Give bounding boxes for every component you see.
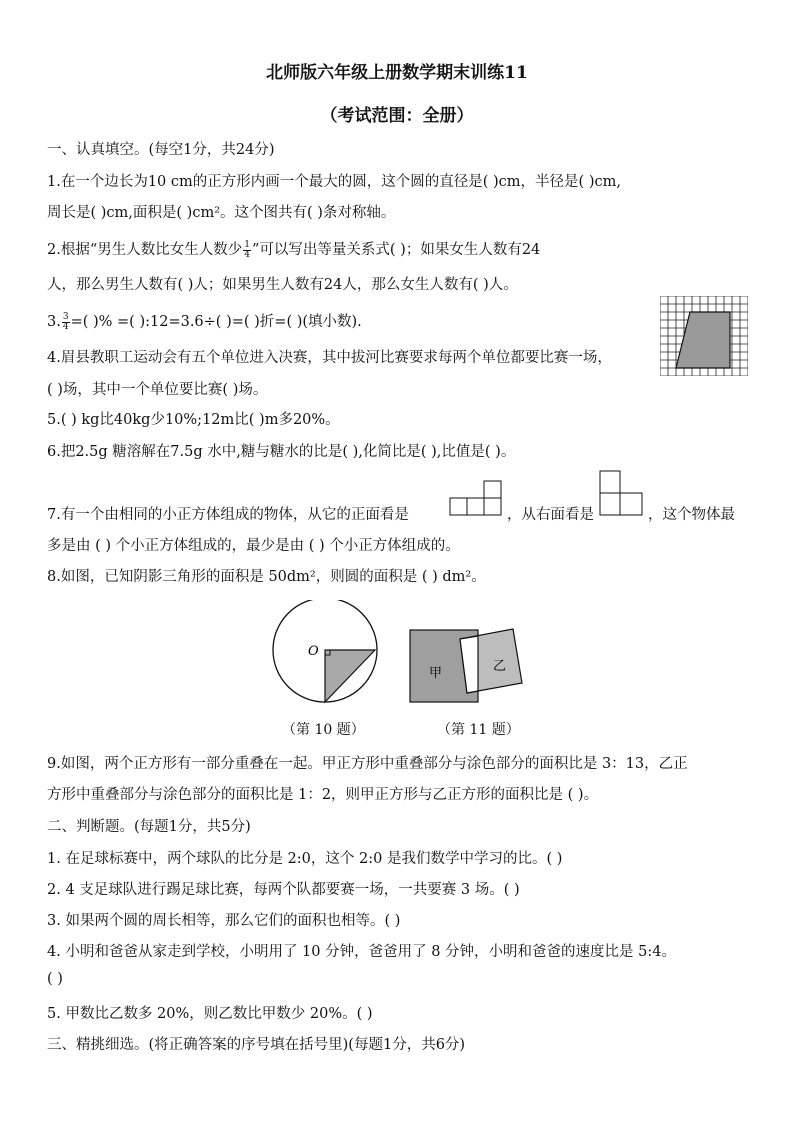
q2-frac-num: 1	[244, 239, 250, 250]
two-squares-figure	[405, 625, 525, 707]
judge-item-5: 5. 甲数比乙数多 20%，则乙数比甲数少 20%。( )	[47, 1006, 373, 1022]
q2-text-a: 2.根据“男生人数比女生人数少	[47, 242, 243, 258]
page-title: 北师版六年级上册数学期末训练11	[266, 63, 528, 83]
q7-text-b: ，从右面看是	[507, 507, 594, 523]
q3-frac-num: 3	[62, 311, 69, 322]
q2-line2: 人，那么男生人数有( )人；如果男生人数有24人，那么女生人数有( )人。	[47, 277, 518, 293]
q2-line1	[47, 238, 540, 260]
q9-line1: 9.如图，两个正方形有一部分重叠在一起。甲正方形中重叠部分与涂色部分的面积比是 3：13，乙正	[47, 756, 688, 772]
label-yi: 乙	[493, 659, 507, 674]
q3-fraction	[62, 313, 70, 332]
label-jia: 甲	[429, 666, 443, 681]
q4-line2: ( )场，其中一个单位要比赛( )场。	[47, 382, 268, 398]
section3-heading: 三、精挑细选。(将正确答案的序号填在括号里)(每题1分，共6分)	[47, 1037, 466, 1053]
judge-item-3: 3. 如果两个圆的周长相等，那么它们的面积也相等。( )	[47, 913, 401, 929]
q2-text-b: ”可以写出等量关系式( )；如果女生人数有24	[251, 242, 541, 258]
q3-text-b: =( )% =( ):12=3.6÷( )=( )折=( )(填小数).	[70, 314, 362, 330]
right-view-figure	[598, 468, 646, 518]
q2-fraction	[243, 241, 251, 260]
section2-heading: 二、判断题。(每题1分，共5分)	[47, 819, 251, 835]
q1-line2: 周长是( )cm,面积是( )cm²。这个图共有( )条对称轴。	[47, 205, 396, 221]
q7-line2: 多是由 ( ) 个小正方体组成的，最少是由 ( ) 个小正方体组成的。	[47, 538, 460, 554]
q8-line: 8.如图，已知阴影三角形的面积是 50dm²，则圆的面积是 ( ) dm²。	[47, 569, 486, 585]
center-label: O	[308, 644, 319, 659]
q3-frac-den: 4	[62, 321, 69, 332]
q4-line1: 4.眉县教职工运动会有五个单位进入决赛，其中拔河比赛要求每两个单位都要比赛一场，	[47, 350, 612, 366]
caption-question-10: （第 10 题）	[282, 722, 365, 738]
circle-triangle-figure	[270, 600, 385, 712]
q1-line1: 1.在一个边长为10 cm的正方形内画一个最大的圆，这个圆的直径是( )cm，半径是( )cm,	[47, 174, 621, 190]
q3-text-a: 3.	[47, 314, 61, 330]
q7-text-c: ，这个物体最	[648, 507, 735, 523]
q5-line: 5.( ) kg比40kg少10%;12m比( )m多20%。	[47, 412, 340, 428]
section1-heading: 一、认真填空。(每空1分，共24分)	[47, 142, 275, 158]
q3-line	[47, 310, 362, 332]
page-subtitle: （考试范围：全册）	[320, 106, 474, 126]
q7-text-a: 7.有一个由相同的小正方体组成的物体，从它的正面看是	[47, 507, 409, 523]
q2-frac-den: 4	[244, 249, 250, 260]
q9-line2: 方形中重叠部分与涂色部分的面积比是 1：2，则甲正方形与乙正方形的面积比是 ( )。	[47, 787, 599, 803]
judge-item-2: 2. 4 支足球队进行踢足球比赛，每两个队都要赛一场，一共要赛 3 场。( )	[47, 882, 520, 898]
caption-question-11: （第 11 题）	[437, 722, 520, 738]
grid-parallelogram-figure	[660, 296, 748, 376]
front-view-figure	[449, 477, 503, 517]
judge-item-4-paren: ( )	[47, 971, 63, 987]
judge-item-4: 4. 小明和爸爸从家走到学校，小明用了 10 分钟，爸爸用了 8 分钟，小明和爸爸的速度比是 5:4。	[47, 944, 676, 960]
q6-line: 6.把2.5g 糖溶解在7.5g 水中,糖与糖水的比是( ),化简比是( ),比值是( )。	[47, 444, 516, 460]
judge-item-1: 1. 在足球标赛中，两个球队的比分是 2:0，这个 2:0 是我们数学中学习的比。( )	[47, 851, 563, 867]
